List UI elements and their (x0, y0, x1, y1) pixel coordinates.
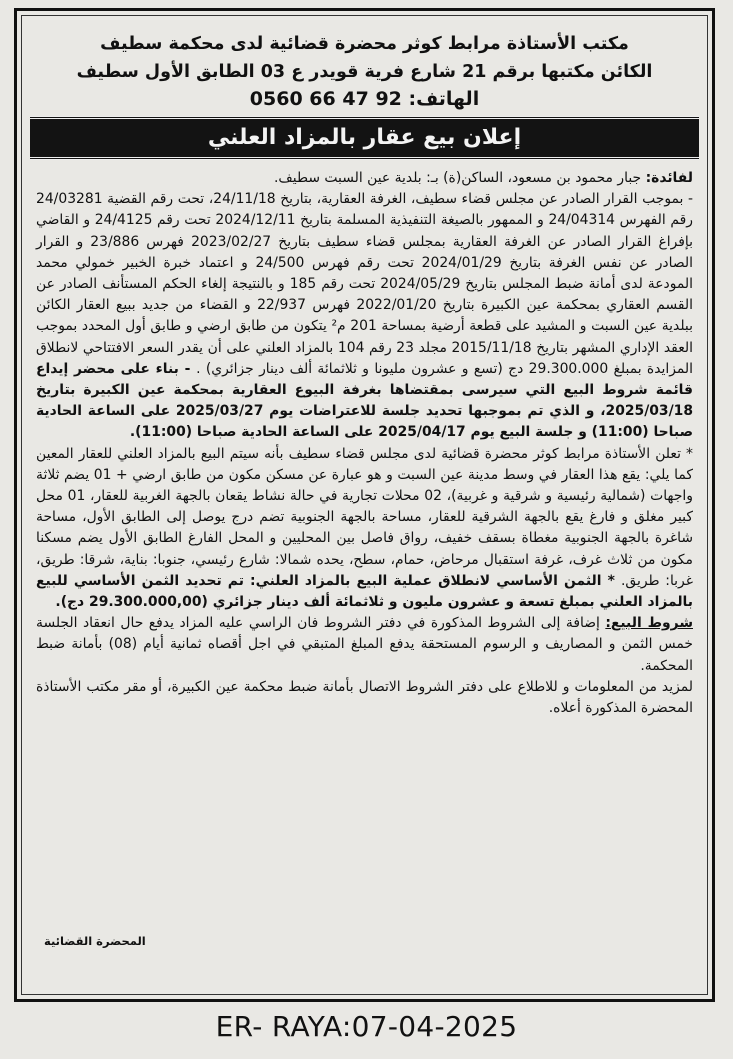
announcement-title: إعلان بيع عقار بالمزاد العلني (30, 116, 699, 160)
more-info-text: لمزيد من المعلومات و للاطلاع على دفتر الشروط الاتصال بأمانة ضبط محكمة عين الكبيرة، أو مقر مكتب الأستاذة المحضرة المذكورة أعلاه. (36, 678, 693, 717)
base-price-text: * الثمن الأساسي لانطلاق عملية البيع بالمزاد العلني: تم تحديد الثمن الأساسي للبيع بالمزاد العلني بمبلغ تسعة و عشرون مليون و ثلاثمائة ألف دينار جزائري (29.300.000,00 دج). (36, 572, 693, 611)
office-header (36, 30, 693, 112)
announcement-body (36, 168, 693, 719)
beneficiary-paragraph (36, 168, 693, 189)
more-info-paragraph (36, 677, 693, 719)
beneficiary-text: جبار محمود بن مسعود، الساكن(ة) بـ: بلدية عين السبت سطيف. (273, 170, 646, 186)
sale-conditions-text: إضافة إلى الشروط المذكورة في دفتر الشروط فان الراسي عليه المزاد يدفع حال انعقاد الجلسة خمس الثمن و المصاريف و الرسوم المستحقة يدفع المبلغ المتبقي في اجل أقصاه ثمانية أيام (08) بأمانة ضبط المحكمة. (36, 615, 693, 674)
sale-conditions-paragraph (36, 613, 693, 677)
office-phone: الهاتف: 92 47 66 0560 (249, 88, 480, 110)
announcement-frame (14, 8, 715, 1002)
beneficiary-label: لفائدة: (645, 170, 693, 186)
office-address: الكائن مكتبها برقم 21 شارع فرية قويدر ع 03 الطابق الأول سطيف (76, 62, 653, 82)
ruling-text: - بموجب القرار الصادر عن مجلس قضاء سطيف، الغرفة العقارية، بتاريخ 24/11/18، تحت رقم القضية 24/03281 رقم الفهرس 24/04314 و الممهور بالصيغة التنفيذية المسلمة بتاريخ 2024/12/11 تحت رقم 24/4125 و القاضي بإفراغ القرار الصادر عن الغرفة العقارية بمجلس قضاء سطيف بتاريخ 2023/02/27 فهرس 23/886 و القرار الصادر عن نفس الغرفة بتاريخ 2024/01/29 تحت رقم فهرس 24/500 و اعتماد خبرة الخبير خمولي محمد المودعة لدى أمانة ضبط المجلس بتاريخ 2024/05/29 تحت رقم 185 و بالنتيجة إلغاء الحكم المستأنف الصادر عن القسم العقاري بمحكمة عين الكبيرة بتاريخ 2022/01/20 فهرس 22/937 و القضاء من جديد ببيع العقار الكائن ببلدية عين السبت و المشيد على قطعة أرضية بمساحة 201 م² يتكون من طابق ارضي و طابق أول المحدد بموجب العقد الإداري المشهر بتاريخ 2015/11/18 مجلد 23 رقم 104 بالمزاد العلني على أن يقدر السعر الافتتاحي لانطلاق المزايدة بمبلغ 29.300.000 دج (تسع و عشرون مليونا و ثلاثمائة ألف دينار جزائري) . (36, 191, 694, 377)
deposit-text: - بناء على محضر إيداع قائمة شروط البيع التي سيرسى بمقتضاها بغرفة البيوع العقارية بمحكمة عين الكبيرة بتاريخ 2025/03/18، و الذي تم بموجبها تحديد جلسة للاعتراضات يوم 2025/03/27 على الساعة الحادية صباحا (11:00) و جلسة البيع يوم 2025/04/17 على الساعة الحادية صباحا (11:00). (36, 360, 693, 441)
property-text: * تعلن الأستاذة مرابط كوثر محضرة قضائية لدى مجلس قضاء سطيف بأنه سيتم البيع بالمزاد العلني للعقار المعين كما يلي: يقع هذا العقار في وسط مدينة عين السبت و هو عبارة عن مسكن مكون من طابق ارضي + 01 يضم ثلاثة واجهات (شمالية رئيسية و شرقية و غربية)، 02 محلات تجارية في حالة نشاط يقعان بالجهة الغربية للعقار، 01 محل كبير مغلق و فارغ يقع بالجهة الشرقية للعقار، مساحة بالجهة الجنوبية تضم درج يوصل إلى الطابق الأول، مساحة شاغرة بالجهة الجنوبية مغطاة بسقف خفيف، رواق فاصل بين المحليين و المحل الفارغ الطابق الأول يضم مسكنا مكون من ثلاث غرف، غرفة استقبال مرحاض، حمام، سطح، يحده شمالا: شارع رئيسي، جنوبا: بناية، شرقا: طريق، غربا: طريق. (36, 445, 693, 589)
ruling-paragraph (36, 189, 693, 443)
announcement-content (21, 15, 708, 995)
newspaper-footer: ER- RAYA:07-04-2025 (215, 1010, 518, 1043)
signature: المحضرة القضائية (44, 934, 146, 948)
office-name: مكتب الأستاذة مرابط كوثر محضرة قضائية لدى محكمة سطيف (100, 34, 629, 54)
property-paragraph (36, 444, 693, 614)
sale-conditions-label: شروط البيع: (605, 615, 693, 632)
